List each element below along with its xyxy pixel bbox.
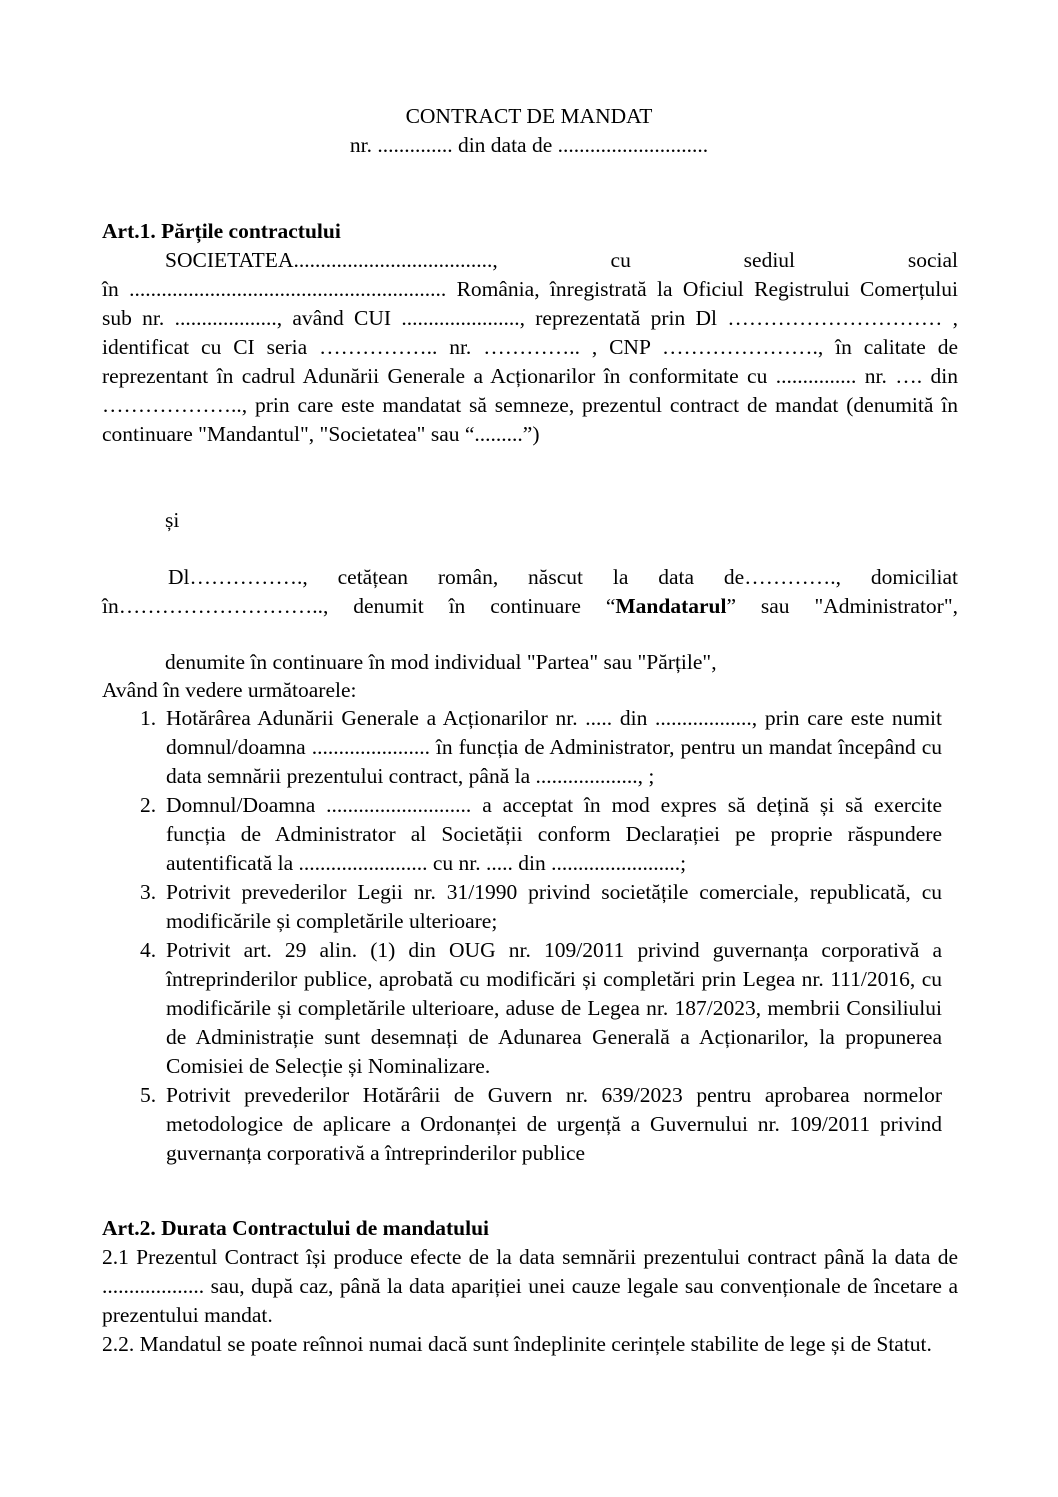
contract-title: CONTRACT DE MANDAT [405,104,653,128]
list-item-text: Potrivit prevederilor Hotărârii de Guvern nr. 639/2023 pentru aprobarea normelor metodologice de aplicare a Ordonanței de urgență a Guvernului nr. 109/2011 privind guvernanța corporativă a întreprinderilor publice [166,1083,942,1165]
list-item-text: Potrivit art. 29 alin. (1) din OUG nr. 109/2011 privind guvernanța corporativă a întreprinderilor publice, aprobată cu modificări și completări prin Legea nr. 111/2016, cu modificările și completările ulterioare, aduse de Legea nr. 187/2023, membrii Consiliului de Administrație sunt desemnați de Adunarea Generală a Acționarilor, la propunerea Comisiei de Selecție și Nominalizare. [166,938,942,1078]
denumite-line: denumite în continuare în mod individual "Partea" sau "Părțile", [165,650,717,674]
list-item-number: 5. [140,1083,157,1107]
art1-heading: Art.1. Părțile contractului [102,219,341,243]
list-item [102,704,942,791]
avand-in-vedere: Având în vedere următoarele: [102,678,357,702]
party1-first-line: SOCIETATEA....................................., cu sediul social [165,248,958,272]
list-item-number: 3. [140,880,157,904]
list-item-text: Domnul/Doamna ........................... a acceptat în mod expres să dețină și să exercite funcția de Administrator al Societății conform Declarației pe proprie răspundere autentificată la ........................ cu nr. ..... din ........................; [166,793,942,875]
party2-text-before: Dl……………., cetățean român, născut la data de…………., domiciliat în……………………….., denumit în continuare “ [102,565,958,618]
list-item [102,936,942,1081]
list-item [102,878,942,936]
contract-number-date: nr. .............. din data de ............................ [349,133,709,157]
mandatarul-term: Mandatarul [615,594,727,618]
party1-paragraph [102,246,958,449]
list-item [102,791,942,878]
art2-paragraph-2-1: 2.1 Prezentul Contract își produce efecte de la data semnării prezentului contract până la data de ................... sau, după caz, până la data apariției unei cauze legale sau convenționale de încetare a prezentului mandat. [102,1245,958,1327]
party2-paragraph [102,563,958,621]
art2-paragraph-2-2: 2.2. Mandatul se poate reînnoi numai dacă sunt îndeplinite cerințele stabilite de lege și de Statut. [102,1332,932,1356]
conjunction-si: și [165,508,180,532]
list-item-number: 4. [140,938,157,962]
list-item-text: Potrivit prevederilor Legii nr. 31/1990 privind societățile comerciale, republicată, cu modificările și completările ulterioare; [166,880,942,933]
considerations-list [102,704,942,1168]
party1-rest: în ........................................................... România, înregistrată la Oficiul Registrului Comerțului sub nr. ..................., având CUI ......................, reprezentată prin Dl ………………………… , identificat cu CI seria …………….. nr. ………….. , CNP …………………., în calitate de reprezentant în cadrul Adunării Generale a Acționarilor în conformitate cu ............... nr. …. din ……………….., prin care este mandatat să semneze, prezentul contract de mandat (denumită în continuare "Mandantul", "Societatea" sau “.........”) [102,277,958,446]
list-item [102,1081,942,1168]
list-item-number: 1. [140,706,157,730]
party2-text-after: ” sau "Administrator", [726,594,958,618]
list-item-text: Hotărârea Adunării Generale a Acționarilor nr. ..... din .................., prin care este numit domnul/doamna ...................... în funcția de Administrator, pentru un mandat începând cu data semnării prezentului contract, până la ..................., ; [166,706,942,788]
list-item-number: 2. [140,793,157,817]
art2-heading: Art.2. Durata Contractului de mandatului [102,1216,490,1240]
